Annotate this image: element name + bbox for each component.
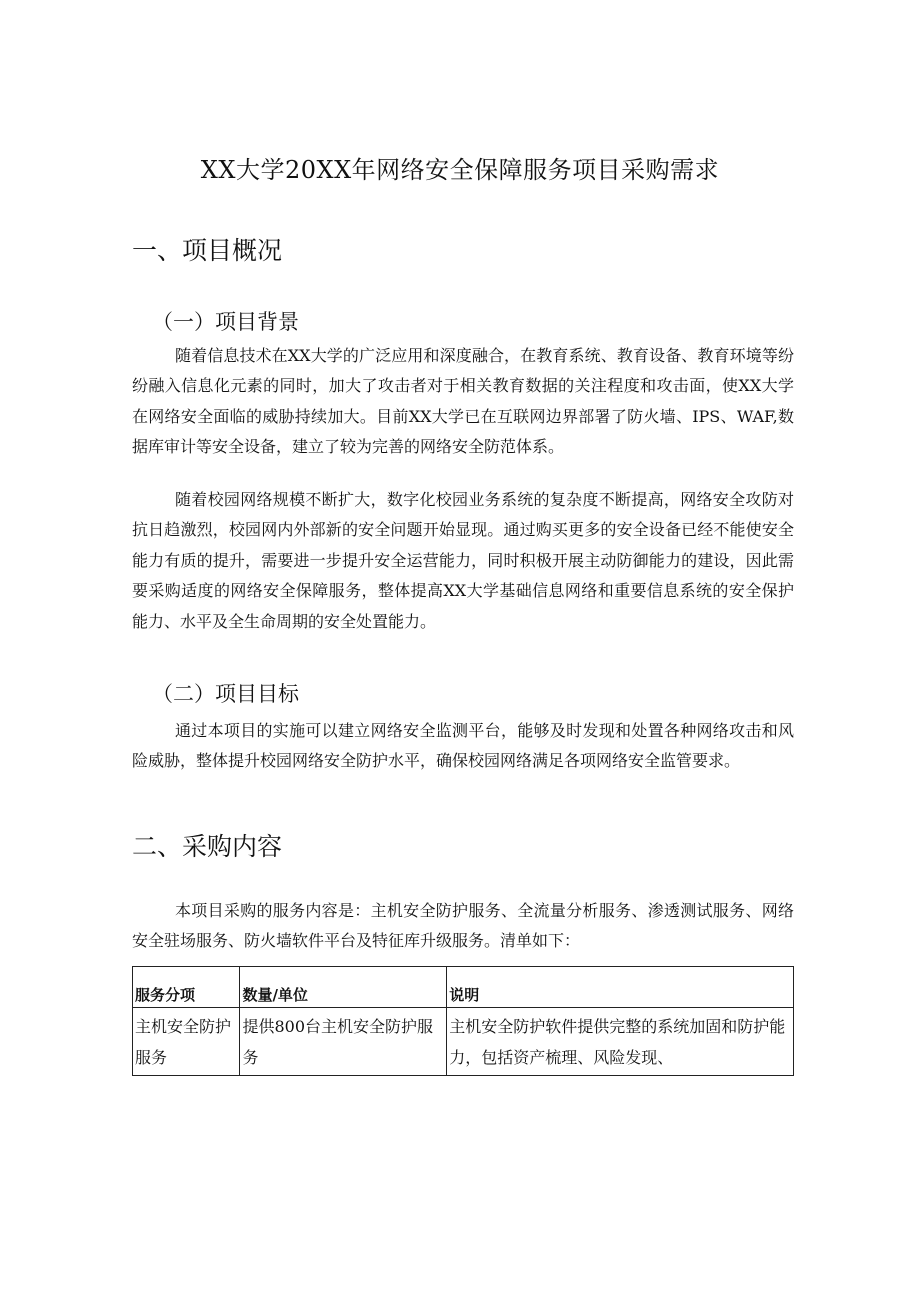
goals-paragraph: 通过本项目的实施可以建立网络安全监测平台，能够及时发现和处置各种网络攻击和风险威胁，整体提升校园网络安全防护水平，确保校园网络满足各项网络安全监管要求。	[132, 721, 794, 771]
section-heading-overview: 一、项目概况	[132, 236, 283, 265]
service-list-table	[132, 966, 794, 1076]
table-header-row	[133, 967, 794, 1008]
document-title: XX大学20XX年网络安全保障服务项目采购需求	[200, 156, 720, 184]
background-paragraph-1: 随着信息技术在XX大学的广泛应用和深度融合，在教育系统、教育设备、教育环境等纷纷融入信息化元素的同时，加大了攻击者对于相关教育数据的关注程度和攻击面，使XX大学在网络安全面临的威胁持续加大。目前XX大学已在互联网边界部署了防火墙、IPS、WAF,数据库审计等安全设备，建立了较为完善的网络安全防范体系。	[132, 346, 794, 457]
table-header-service-item: 服务分项	[133, 967, 240, 1008]
table-cell-quantity-unit: 提供800台主机安全防护服务	[240, 1008, 447, 1076]
subsection-heading-goals: （二）项目目标	[152, 682, 299, 706]
table-header-quantity-unit: 数量/单位	[240, 967, 447, 1008]
procurement-intro-paragraph: 本项目采购的服务内容是：主机安全防护服务、全流量分析服务、渗透测试服务、网络安全驻场服务、防火墙软件平台及特征库升级服务。清单如下：	[132, 901, 794, 951]
section-heading-procurement: 二、采购内容	[132, 832, 283, 861]
background-paragraph-2: 随着校园网络规模不断扩大，数字化校园业务系统的复杂度不断提高，网络安全攻防对抗日趋激烈，校园网内外部新的安全问题开始显现。通过购买更多的安全设备已经不能使安全能力有质的提升，需要进一步提升安全运营能力，同时积极开展主动防御能力的建设，因此需要采购适度的网络安全保障服务，整体提高XX大学基础信息网络和重要信息系统的安全保护能力、水平及全生命周期的安全处置能力。	[132, 490, 794, 631]
table-row	[133, 1008, 794, 1076]
table-header-description: 说明	[447, 967, 794, 1008]
table-cell-description: 主机安全防护软件提供完整的系统加固和防护能力，包括资产梳理、风险发现、	[447, 1008, 794, 1076]
table-cell-service-item: 主机安全防护服务	[133, 1008, 240, 1076]
subsection-heading-background: （一）项目背景	[152, 310, 299, 334]
